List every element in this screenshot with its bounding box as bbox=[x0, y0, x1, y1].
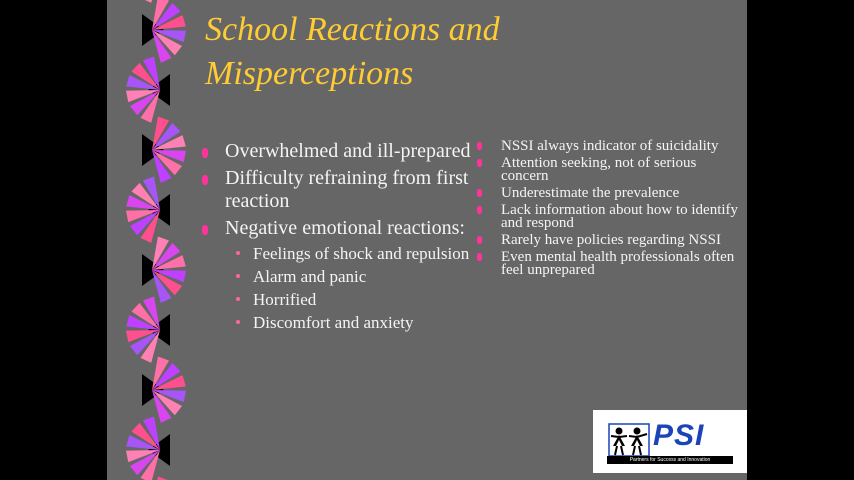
sub-bullet-item bbox=[230, 313, 477, 332]
sub-bullet-icon bbox=[236, 320, 240, 324]
sub-bullet-text: Alarm and panic bbox=[253, 267, 367, 286]
slide-title bbox=[205, 8, 725, 96]
sub-bullet-text: Feelings of shock and repulsion bbox=[253, 244, 470, 263]
right-bullet-text: NSSI always indicator of suicidality bbox=[501, 138, 719, 154]
bullet-icon bbox=[477, 142, 482, 150]
right-bullet-list bbox=[477, 140, 739, 281]
pinwheel-fan-segment bbox=[142, 237, 186, 303]
bullet-icon bbox=[477, 159, 482, 167]
bullet-icon bbox=[202, 148, 208, 158]
slide-title-line1: School Reactions and bbox=[205, 11, 500, 48]
pinwheel-fan-segment bbox=[142, 0, 186, 63]
right-bullet-item bbox=[477, 157, 739, 183]
right-bullet-item bbox=[477, 234, 739, 247]
bullet-icon bbox=[477, 253, 482, 261]
right-bullet-text: Underestimate the prevalence bbox=[501, 185, 680, 201]
right-bullet-item bbox=[477, 251, 739, 277]
pinwheel-fan-border-icon bbox=[121, 0, 191, 480]
bullet-icon bbox=[202, 175, 208, 185]
sub-bullet-list bbox=[225, 244, 477, 332]
sub-bullet-text: Discomfort and anxiety bbox=[253, 313, 414, 332]
psi-logo-tagline: Partners for Success and Innovation bbox=[607, 456, 733, 464]
bullet-icon bbox=[202, 225, 208, 235]
right-bullet-text: Lack information about how to identify and respond bbox=[501, 202, 739, 231]
pinwheel-fan-segment bbox=[126, 177, 170, 243]
right-bullet-text: Even mental health professionals often feel unprepared bbox=[501, 249, 735, 278]
left-bullet-text: Overwhelmed and ill-prepared bbox=[225, 140, 471, 162]
bullet-icon bbox=[477, 206, 482, 214]
sub-bullet-item bbox=[230, 267, 477, 286]
sub-bullet-icon bbox=[236, 251, 240, 255]
sub-bullet-icon bbox=[236, 274, 240, 278]
left-bullet-item bbox=[202, 167, 477, 213]
presentation-slide bbox=[107, 0, 747, 480]
sub-bullet-icon bbox=[236, 297, 240, 301]
left-bullet-item bbox=[202, 140, 477, 163]
right-bullet-text: Attention seeking, not of serious concern bbox=[501, 155, 697, 184]
pinwheel-fan-segment bbox=[126, 297, 170, 363]
bullet-icon bbox=[477, 189, 482, 197]
bullet-icon bbox=[477, 236, 482, 244]
pinwheel-fan-segment bbox=[126, 417, 170, 480]
psi-logo bbox=[593, 410, 747, 473]
pinwheel-fan-segment bbox=[142, 117, 186, 183]
slide-title-line2: Misperceptions bbox=[205, 55, 414, 92]
right-bullet-item bbox=[477, 187, 739, 200]
sub-bullet-text: Horrified bbox=[253, 290, 317, 309]
pinwheel-fan-segment bbox=[126, 57, 170, 123]
pinwheel-fan-segment bbox=[142, 357, 186, 423]
right-bullet-item bbox=[477, 140, 739, 153]
sub-bullet-item bbox=[230, 290, 477, 309]
people-figures-logo-icon bbox=[607, 422, 651, 458]
right-bullet-item bbox=[477, 204, 739, 230]
right-bullet-text: Rarely have policies regarding NSSI bbox=[501, 232, 721, 248]
left-bullet-list bbox=[202, 140, 477, 336]
left-bullet-text: Negative emotional reactions: bbox=[225, 217, 465, 239]
sub-bullet-item bbox=[230, 244, 477, 263]
left-bullet-text: Difficulty refraining from first reaction bbox=[225, 167, 469, 212]
left-bullet-item bbox=[202, 217, 477, 332]
psi-logo-text: PSI bbox=[653, 419, 705, 452]
